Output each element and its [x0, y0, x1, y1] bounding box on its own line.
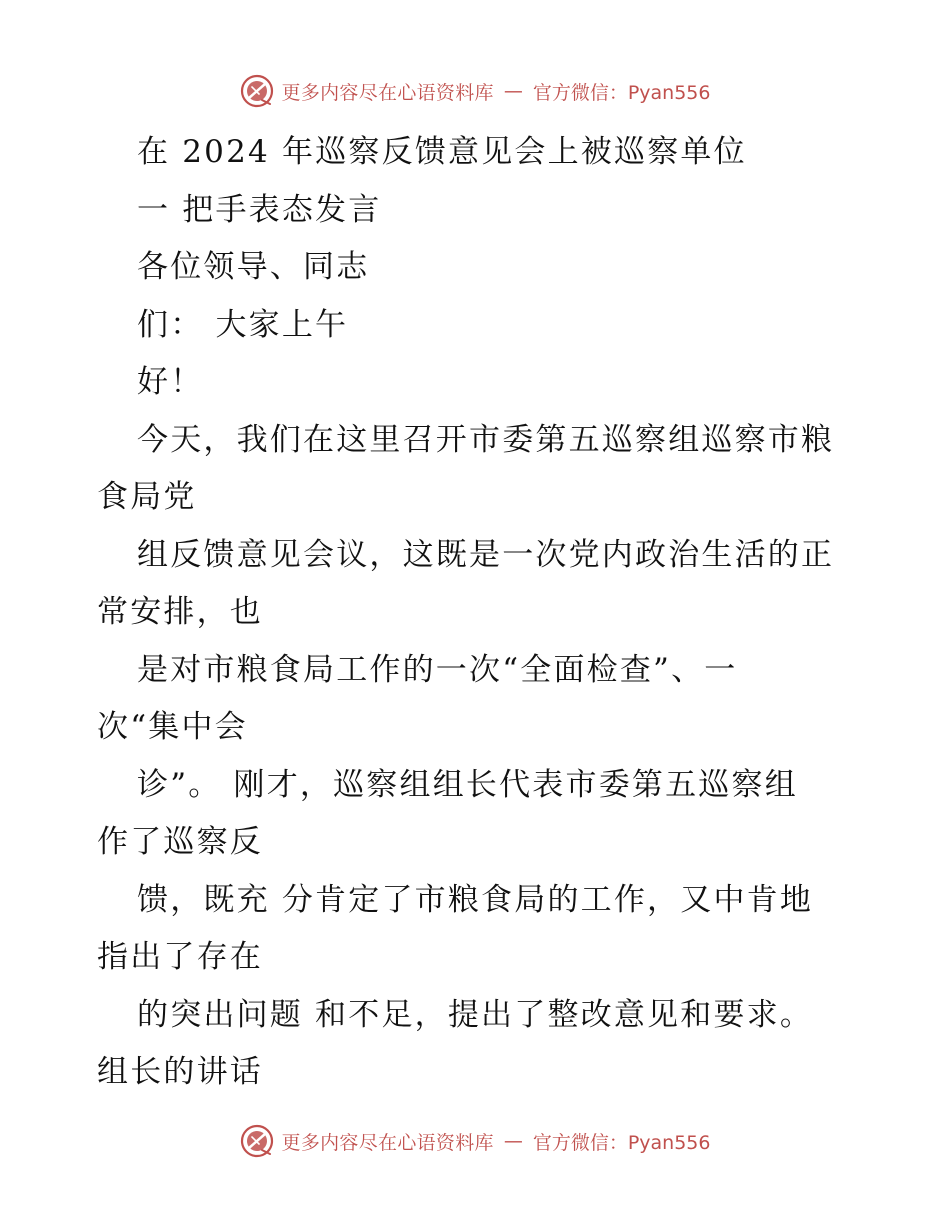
page-footer-banner [0, 1122, 950, 1160]
wechat-text: 官方微信：Pyan556 [532, 81, 711, 104]
doc-line: 组长的讲话 [97, 1054, 263, 1090]
promo-banner [240, 1124, 711, 1158]
document-body [97, 124, 867, 1102]
promo-banner [240, 74, 711, 108]
doc-line: 作了巡察反 [97, 824, 263, 860]
doc-line: 是对市粮食局工作的一次“全面检查”、一 [137, 651, 738, 688]
doc-line: 好！ [137, 364, 204, 400]
library-logo-icon [240, 1124, 274, 1158]
wechat-text: 官方微信：Pyan556 [532, 1131, 711, 1154]
doc-line: 各位领导、同志 [137, 249, 370, 285]
doc-line: 们： 大家上午 [137, 306, 349, 343]
doc-line: 次“集中会 [97, 709, 248, 745]
doc-line: 指出了存在 [97, 939, 263, 975]
banner-separator: — [503, 80, 523, 102]
doc-line: 组反馈意见会议，这既是一次党内政治生活的正 [137, 536, 835, 573]
page-header-banner [0, 72, 950, 110]
doc-line: 一 把手表态发言 [137, 191, 382, 228]
doc-line: 的突出问题 和不足，提出了整改意见和要求。 [137, 996, 814, 1033]
banner-separator: — [503, 1130, 523, 1152]
doc-line: 常安排，也 [97, 594, 263, 630]
doc-line: 今天，我们在这里召开市委第五巡察组巡察市粮 [137, 421, 835, 458]
doc-line: 在 2024 年巡察反馈意见会上被巡察单位 [137, 134, 747, 170]
doc-line: 食局党 [97, 479, 197, 515]
doc-line: 诊”。 刚才，巡察组组长代表市委第五巡察组 [137, 766, 798, 803]
library-logo-icon [240, 74, 274, 108]
promo-text: 更多内容尽在心语资料库 [281, 1131, 494, 1154]
doc-line: 馈，既充 分肯定了市粮食局的工作，又中肯地 [137, 881, 814, 918]
promo-text: 更多内容尽在心语资料库 [281, 81, 494, 104]
